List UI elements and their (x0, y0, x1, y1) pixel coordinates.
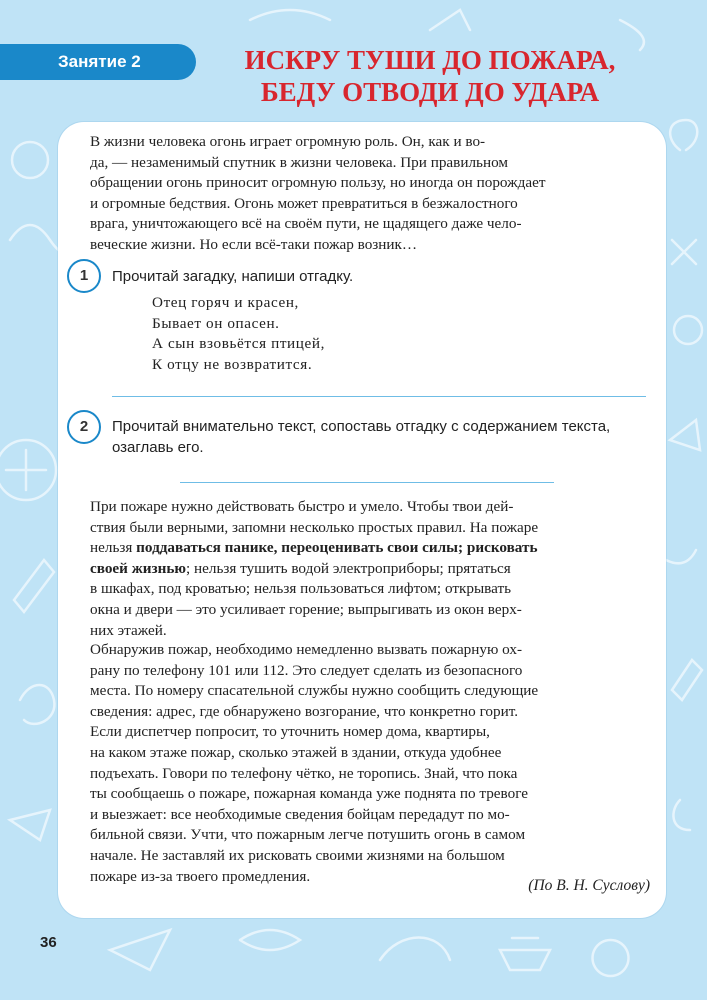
answer-line-2[interactable] (180, 482, 554, 483)
title-line-2: БЕДУ ОТВОДИ ДО УДАРА (260, 77, 600, 107)
rules-line: Если диспетчер попросит, то уточнить номер дома, квартиры, (90, 723, 490, 741)
rules-line (90, 559, 650, 580)
rules-line: в шкафах, под кроватью; нельзя пользоваться лифтом; открывать (90, 580, 512, 598)
intro-line: да, — незаменимый спутник в жизни человека. При правильном (90, 153, 509, 171)
page-title (230, 44, 630, 108)
rules-line: на каком этаже пожар, сколько этажей в здании, откуда удобнее (90, 743, 502, 761)
rules-paragraph-1 (90, 497, 650, 641)
rules-line: них этажей. (90, 621, 167, 639)
intro-line: обращении огонь приносит огромную пользу, но иногда он порождает (90, 174, 546, 192)
rules-bold-text: своей жизнью (90, 559, 186, 577)
intro-line: врага, уничтожающего всё на своём пути, не щадящего даже чело- (90, 215, 522, 233)
rules-line: Обнаружив пожар, необходимо немедленно вызвать пожарную ох- (90, 641, 523, 658)
task-2-number: 2 (67, 410, 101, 444)
poem-line: К отцу не возвратится. (152, 355, 313, 373)
task-1-number: 1 (67, 259, 101, 293)
rules-line: При пожаре нужно действовать быстро и умело. Чтобы твои дей- (90, 498, 514, 515)
rules-line: ты сообщаешь о пожаре, пожарная команда уже поднята по тревоге (90, 785, 528, 803)
rules-line: начале. Не заставляй их рисковать своими жизнями на большом (90, 846, 505, 864)
intro-line: В жизни человека огонь играет огромную роль. Он, как и во- (90, 133, 486, 150)
task-2-text (112, 416, 652, 458)
task-2-line: Прочитай внимательно текст, сопоставь отгадку с содержанием текста, (112, 418, 611, 435)
rules-line: пожаре из-за твоего промедления. (90, 867, 311, 885)
rules-line: и выезжает: все необходимые сведения бойцам передадут по мо- (90, 805, 510, 823)
poem-line: Бывает он опасен. (152, 314, 280, 332)
page-number: 36 (40, 934, 57, 951)
intro-line: веческие жизни. Но если всё-таки пожар возник… (90, 235, 418, 253)
riddle-poem (152, 293, 325, 375)
title-line-1: ИСКРУ ТУШИ ДО ПОЖАРА, (244, 45, 616, 75)
answer-line-1[interactable] (112, 396, 646, 397)
rules-line (90, 538, 650, 559)
rules-bold-text: поддаваться панике, переоценивать свои силы; рисковать (136, 539, 538, 557)
rules-line: бильной связи. Учти, что пожарным легче потушить огонь в самом (90, 826, 526, 844)
task-1-text: Прочитай загадку, напиши отгадку. (112, 268, 354, 285)
lesson-label: Занятие 2 (0, 44, 196, 80)
intro-line: и огромные бедствия. Огонь может превратиться в безжалостного (90, 194, 518, 212)
rules-text: ; нельзя тушить водой электроприборы; прятаться (185, 559, 511, 577)
rules-paragraph-2 (90, 640, 650, 887)
rules-line: сведения: адрес, где обнаружено возгорание, что конкретно горит. (90, 702, 519, 720)
author-attribution: (По В. Н. Суслову) (528, 877, 650, 894)
rules-text: нельзя (90, 539, 137, 557)
rules-line: окна и двери — это усиливает горение; выпрыгивать из окон верх- (90, 600, 522, 618)
rules-line: рану по телефону 101 или 112. Это следует сделать из безопасного (90, 661, 523, 679)
rules-line: подъехать. Говори по телефону чётко, не торопись. Знай, что пока (90, 764, 518, 782)
rules-line: ствия были верными, запомни несколько простых правил. На пожаре (90, 518, 539, 536)
poem-line: А сын взовьётся птицей, (152, 335, 325, 353)
task-2-line: озаглавь его. (112, 439, 204, 456)
poem-line: Отец горяч и красен, (152, 294, 299, 311)
intro-paragraph (90, 132, 650, 256)
rules-line: места. По номеру спасательной службы нужно сообщить следующие (90, 682, 539, 700)
